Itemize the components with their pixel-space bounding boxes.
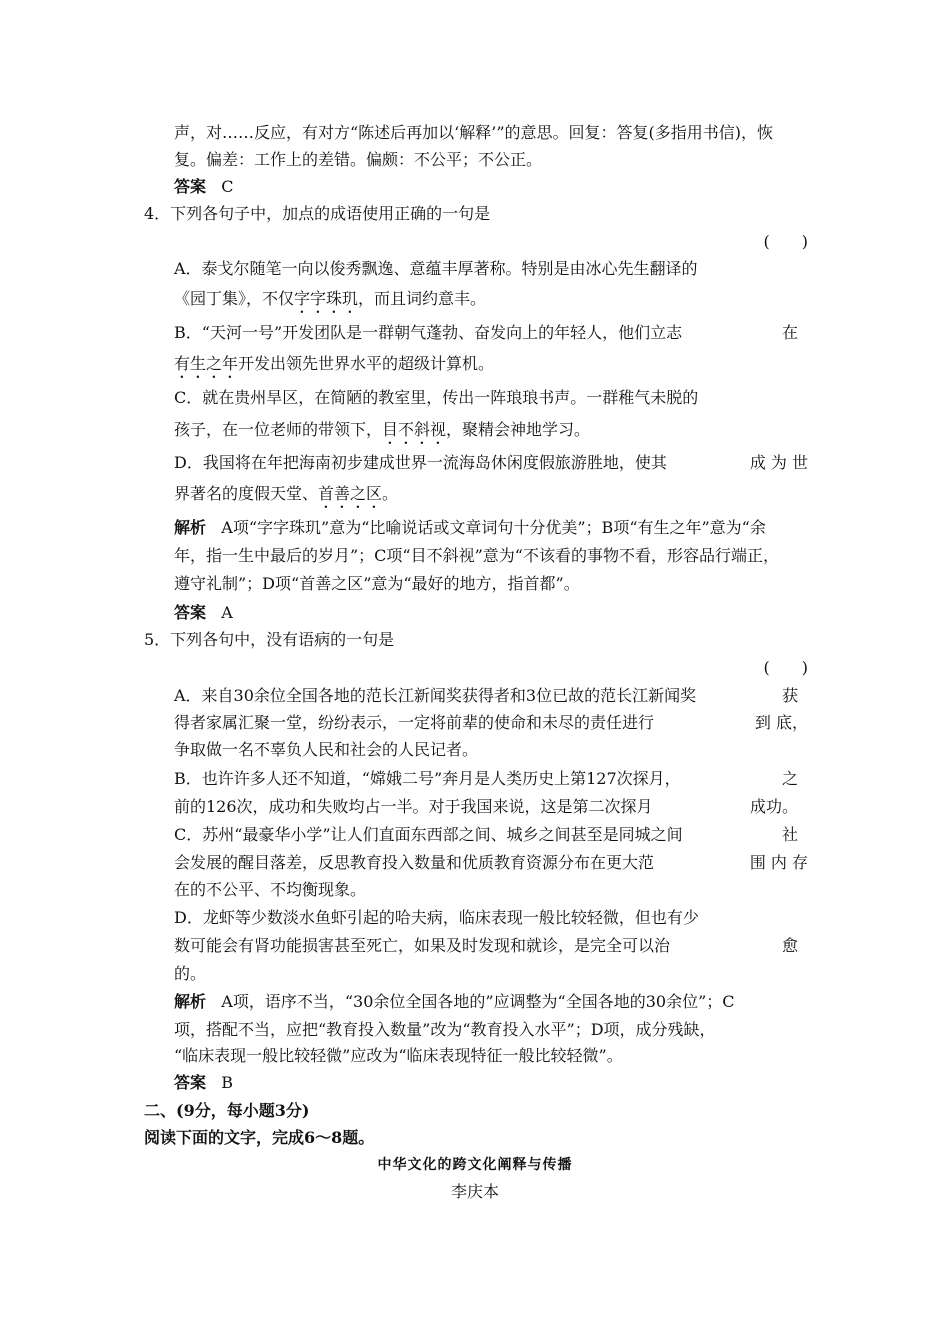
text: 孩子，在一位老师的带领下， xyxy=(174,420,383,439)
q5-option-b-line-1: B．也许许多人还不知道，“嫦娥二号”奔月是人类历史上第127次探月， xyxy=(174,769,681,788)
q4-answer-paren: ( ) xyxy=(763,232,808,251)
q5-option-d-line-2-right: 愈 xyxy=(781,936,798,955)
q5-option-c-line-2: 会发展的醒目落差，反思教育投入数量和优质教育资源分布在更大范 xyxy=(174,853,655,872)
q5-answer-paren: ( ) xyxy=(763,658,808,677)
prev-explanation-line-2: 复。偏差：工作上的差错。偏颇：不公平；不公正。 xyxy=(174,150,543,169)
prev-explanation-line-1: 声，对……反应，有对方“陈述后再加以‘解释’”的意思。回复：答复(多指用书信)，恢 xyxy=(174,123,774,142)
q5-option-d-line-2: 数可能会有肾功能损害甚至死亡，如果及时发现和就诊，是完全可以治 xyxy=(174,936,671,955)
q5-option-b-line-2-right: 成功。 xyxy=(749,797,798,816)
article-title: 中华文化的跨文化阐释与传播 xyxy=(377,1157,573,1173)
q5-option-a-line-1: A．来自30余位全国各地的范长江新闻奖获得者和3位已故的范长江新闻奖 xyxy=(174,686,697,705)
q5-option-a-line-1-right: 获 xyxy=(781,686,798,705)
q4-analysis-line-2: 年，指一生中最后的岁月”；C项“目不斜视”意为“不该看的事物不看，形容品行端正， xyxy=(174,546,779,565)
text: ，而且词约意丰。 xyxy=(358,289,487,308)
dotted-idiom: 字字珠玑 xyxy=(294,289,359,308)
section-heading: 二、(9分，每小题3分) xyxy=(144,1101,310,1120)
analysis-text: A项，语序不当，“30余位全国各地的”应调整为“全国各地的30余位”；C xyxy=(221,992,735,1011)
q4-option-d-line-2 xyxy=(174,484,398,512)
q4-option-a-line-2 xyxy=(174,289,486,317)
q5-option-c-line-1: C．苏州“最豪华小学”让人们直面东西部之间、城乡之间甚至是同城之间 xyxy=(174,825,683,844)
q4-option-a-line-1: A．泰戈尔随笔一向以俊秀飘逸、意蕴丰厚著称。特别是由冰心先生翻译的 xyxy=(174,259,698,278)
article-author: 李庆本 xyxy=(450,1182,499,1201)
q5-option-d-line-1: D．龙虾等少数淡水鱼虾引起的哈夫病，临床表现一般比较轻微，但也有少 xyxy=(174,908,699,927)
answer-value: B xyxy=(221,1073,234,1092)
q4-stem: 4．下列各句子中，加点的成语使用正确的一句是 xyxy=(144,204,491,223)
prev-answer xyxy=(174,177,234,197)
text: ，聚精会神地学习。 xyxy=(446,420,591,439)
answer-value: C xyxy=(221,177,234,196)
answer-value: A xyxy=(221,603,233,622)
text: 《园丁集》，不仅 xyxy=(174,289,295,308)
dotted-idiom: 首善之区 xyxy=(318,484,383,503)
text: 开发出领先世界水平的超级计算机。 xyxy=(238,354,495,373)
q5-answer xyxy=(174,1073,233,1093)
q4-answer xyxy=(174,603,233,623)
text: 。 xyxy=(382,484,399,503)
analysis-label: 解析 xyxy=(174,518,207,537)
answer-label: 答案 xyxy=(174,603,207,622)
q4-analysis-line-3: 遵守礼制”；D项“首善之区”意为“最好的地方，指首都”。 xyxy=(174,574,580,593)
q4-option-c-line-1: C．就在贵州旱区，在简陋的教室里，传出一阵琅琅书声。一群稚气未脱的 xyxy=(174,388,699,407)
answer-label: 答案 xyxy=(174,177,207,196)
q5-option-a-line-3: 争取做一名不辜负人民和社会的人民记者。 xyxy=(174,740,479,759)
analysis-label: 解析 xyxy=(174,992,207,1011)
answer-label: 答案 xyxy=(174,1073,207,1092)
analysis-text: A项“字字珠玑”意为“比喻说话或文章词句十分优美”；B项“有生之年”意为“余 xyxy=(221,518,766,537)
q5-option-a-line-2-right: 到 底， xyxy=(754,713,808,732)
q4-option-b-line-1: B．“天河一号”开发团队是一群朝气蓬勃、奋发向上的年轻人，他们立志 xyxy=(174,323,683,342)
q5-option-c-line-3: 在的不公平、不均衡现象。 xyxy=(174,880,367,899)
q5-stem: 5．下列各句中，没有语病的一句是 xyxy=(144,630,395,649)
q5-option-c-line-1-right: 社 xyxy=(781,825,798,844)
q4-option-d-line-1-right: 成 为 世 xyxy=(749,453,808,472)
text: 界著名的度假天堂、 xyxy=(174,484,319,503)
q4-option-d-line-1: D．我国将在年把海南初步建成世界一流海岛休闲度假旅游胜地，使其 xyxy=(174,453,667,472)
reading-instruction: 阅读下面的文字，完成6～8题。 xyxy=(144,1128,375,1147)
q5-analysis-line-3: “临床表现一般比较轻微”应改为“临床表现特征一般比较轻微”。 xyxy=(174,1046,623,1065)
q5-option-b-line-2: 前的126次，成功和失败均占一半。对于我国来说，这是第二次探月 xyxy=(174,797,653,816)
q4-analysis-line-1 xyxy=(174,518,766,538)
q5-analysis-line-2: 项，搭配不当，应把“教育投入数量”改为“教育投入水平”；D项，成分残缺， xyxy=(174,1020,716,1039)
q5-option-d-line-3: 的。 xyxy=(174,964,207,983)
dotted-idiom: 有生之年 xyxy=(174,354,239,373)
q5-option-b-line-1-right: 之 xyxy=(781,769,798,788)
q5-option-c-line-2-right: 围 内 存 xyxy=(749,853,808,872)
q4-option-b-line-2 xyxy=(174,354,494,382)
q5-analysis-line-1 xyxy=(174,992,735,1012)
q4-option-c-line-2 xyxy=(174,420,590,448)
dotted-idiom: 目不斜视 xyxy=(382,420,447,439)
q5-option-a-line-2: 得者家属汇聚一堂，纷纷表示，一定将前辈的使命和未尽的责任进行 xyxy=(174,713,655,732)
q4-option-b-line-1-right: 在 xyxy=(781,323,798,342)
